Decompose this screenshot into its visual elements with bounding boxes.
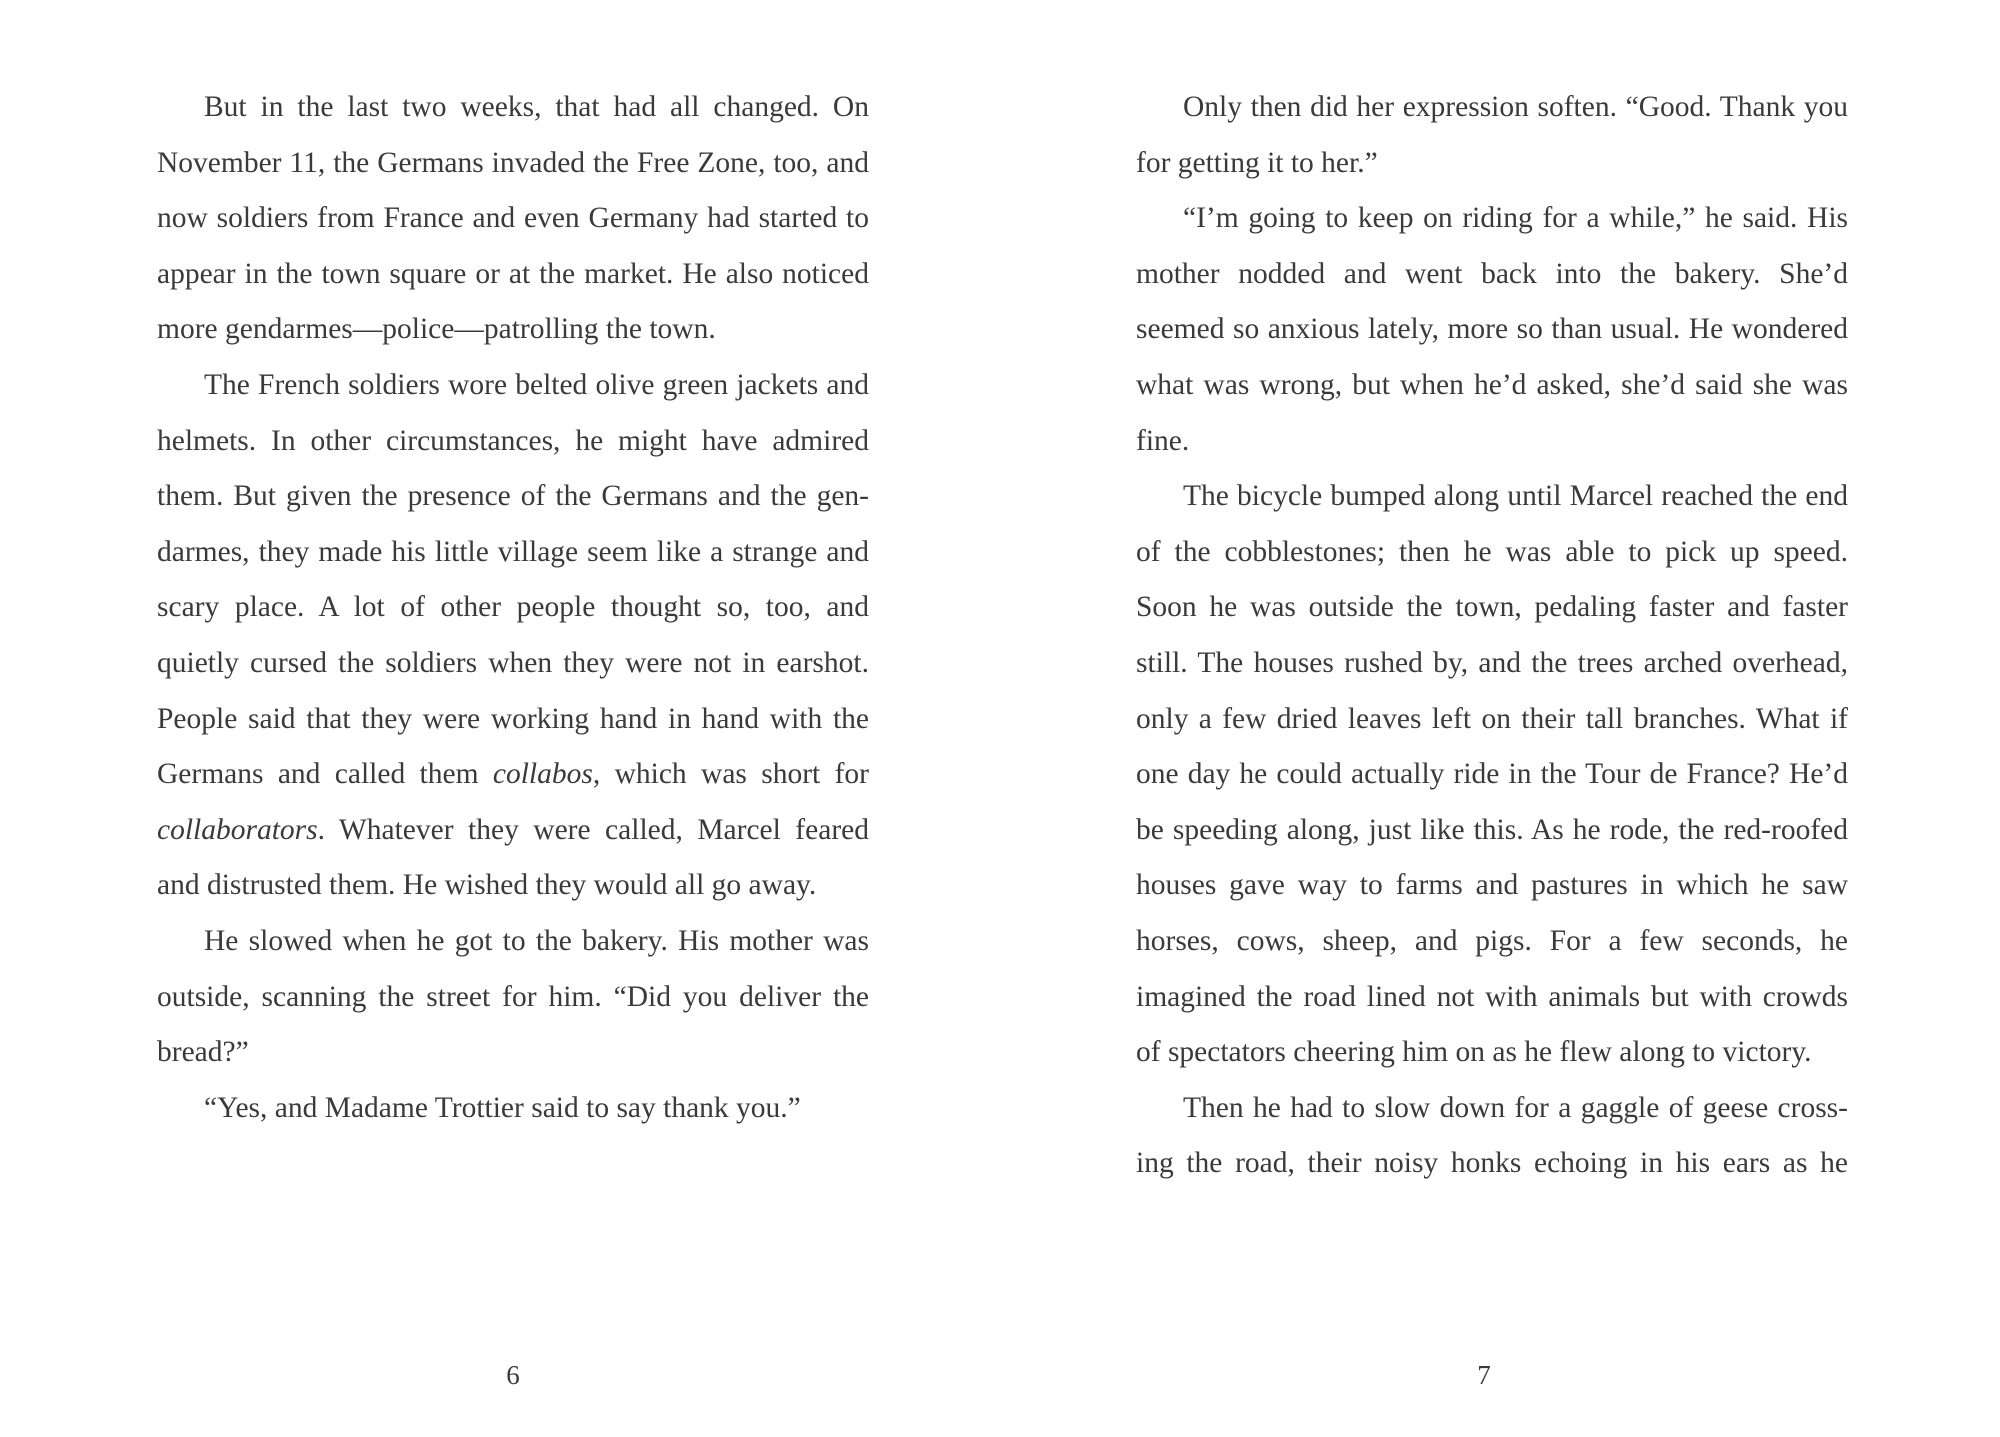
paragraph <box>1136 191 1848 469</box>
paragraph-text: Only then did her expression soften. “Good. Thank you for getting it to her.” <box>1136 91 1848 179</box>
paragraph <box>157 1081 869 1137</box>
paragraph <box>1136 469 1848 1081</box>
paragraph <box>1136 1081 1848 1192</box>
paragraph-text: . Whatever they were called, Marcel feared and distrusted them. He wished they would all go away. <box>157 813 869 902</box>
italic-term-collabos: collabos <box>492 758 593 791</box>
left-page-text <box>157 80 869 1136</box>
paragraph <box>1136 80 1848 191</box>
page-number: 6 <box>506 1360 520 1390</box>
paragraph <box>157 358 869 914</box>
paragraph-text: “I’m going to keep on riding for a while,” he said. His mother nodded and went back into the bakery. She’d seemed so anxious lately, more so than usual. He wondered what was wrong, but when he’d asked, she’d said she was fine. <box>1136 202 1848 457</box>
paragraph-text: , which was short for <box>592 758 869 791</box>
right-page <box>1000 0 2000 1437</box>
paragraph <box>157 914 869 1081</box>
paragraph <box>157 80 869 358</box>
paragraph-text: He slowed when he got to the bakery. His mother was outside, scanning the street for him. “Did you deliver the bread?” <box>157 924 869 1069</box>
paragraph-text: “Yes, and Madame Trottier said to say thank you.” <box>204 1091 801 1124</box>
paragraph-text: The French soldiers wore belted olive green jackets and helmets. In other circumstances, he might have admired them. But given the presence of the Germans and the gendarmes, they made his little village seem like a strange and scary place. A lot of other people thought so, too, and quietly cursed the soldiers when they were not in earshot. People said that they were working hand in hand with the Germans and called them <box>157 368 869 791</box>
paragraph-text: But in the last two weeks, that had all changed. On November 11, the Germans invaded the Free Zone, too, and now soldiers from France and even Germany had started to appear in the town square or at the market. He also noticed more gendarmes—police—patrolling the town. <box>157 91 869 346</box>
italic-term-collaborators: collaborators <box>157 813 318 846</box>
paragraph-text: The bicycle bumped along until Marcel reached the end of the cobblestones; then he was able to pick up speed. Soon he was outside the town, pedaling faster and faster still. The houses rushed by, and the trees arched overhead, only a few dried leaves left on their tall branches. What if one day he could actually ride in the Tour de France? He’d be speeding along, just like this. As he rode, the red-roofed houses gave way to farms and pastures in which he saw horses, cows, sheep, and pigs. For a few seconds, he imagined the road lined not with animals but with crowds of spectators cheering him on as he flew along to victory. <box>1136 480 1848 1069</box>
right-page-text <box>1136 80 1848 1192</box>
paragraph-text: Then he had to slow down for a gaggle of geese crossing the road, their noisy honks echoing in his ears as he <box>1136 1091 1848 1180</box>
page-number: 7 <box>1477 1360 1491 1390</box>
